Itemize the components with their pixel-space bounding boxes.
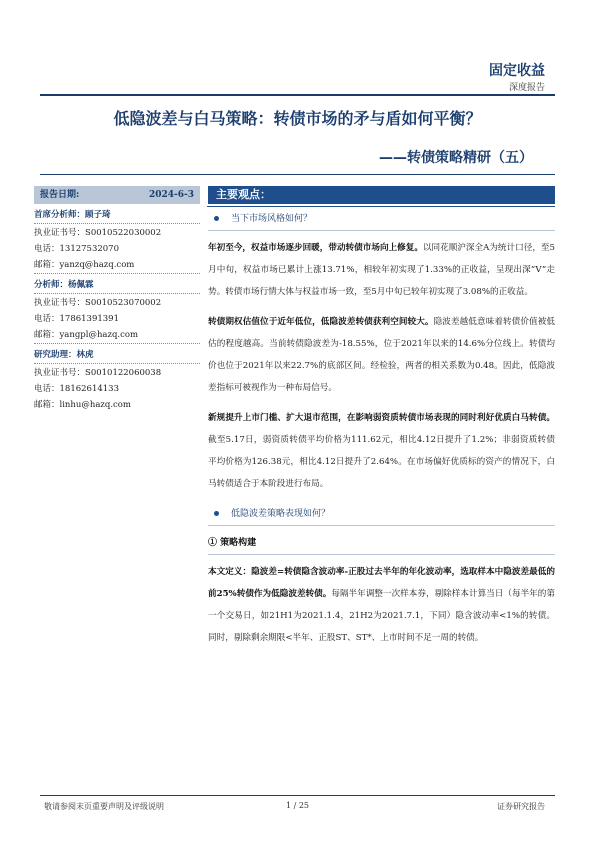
paragraph	[208, 311, 555, 399]
analyst-role: 首席分析师：顾子琦	[34, 210, 111, 220]
analyst-role: 分析师：杨佩霖	[34, 280, 94, 290]
analyst-divider	[34, 273, 200, 274]
paragraph-body: 以同花顺沪深全A为统计口径，至5月中旬，权益市场已累计上涨13.71%，相较年初实现了1.33%的正收益，呈现出深”V”走势。转债市场行情大体与权益市场一致，至5月中旬已较年初实现了3.08%的正收益。	[208, 243, 555, 297]
analyst-block	[34, 278, 200, 343]
question-divider	[208, 230, 555, 231]
paragraph-lead: 年初至今，权益市场逐步回暖，带动转债市场向上修复。	[208, 243, 423, 253]
paragraph	[208, 561, 555, 649]
report-date-label: 报告日期:	[40, 190, 80, 200]
subsection-divider	[208, 554, 555, 555]
paragraph-lead: 本文定义：隐波差=转债隐含波动率-正股过去半年的年化波动率，选取样本中隐波差最低的前25%转债作为低隐波差转债。	[208, 567, 555, 599]
analyst-block	[34, 208, 200, 273]
analyst-sidebar	[34, 186, 200, 413]
footer-report-label: 证券研究报告	[497, 802, 545, 811]
analyst-license: 执业证书号：S0010122060038	[34, 368, 162, 378]
paragraph-body: 隐波差越低意味着转债价值被低估的程度越高。当前转债隐波差为-18.55%，位于2021年以来的14.6%分位线上。转债均价也位于2021年以来22.7%的底部区间。经检验，两者的相关系数为0.48。因此，低隐波差指标可被视作为一种布局信号。	[208, 317, 555, 393]
bullet-dot-icon	[214, 216, 219, 221]
report-type: 深度报告	[508, 83, 545, 93]
paragraph	[208, 407, 555, 495]
role-divider	[34, 363, 200, 364]
paragraph-body: 截至5.17日，弱资质转债平均价格为111.62元，相比4.12日提升了1.2%；非弱资质转债平均价格为126.38元，相比4.12日提升了2.64%。在市场偏好优质标的资产的情况下，白马转债适合于本阶段进行布局。	[208, 435, 555, 489]
title-divider	[40, 174, 555, 175]
page-subtitle: ——转债策略精研（五）	[379, 150, 533, 166]
section-title-bar	[208, 186, 555, 204]
analyst-phone: 电话：18162614133	[34, 384, 119, 394]
paragraph	[208, 237, 555, 303]
question-heading	[208, 208, 555, 230]
analyst-phone: 电话：17861391391	[34, 314, 119, 324]
report-date-bar	[34, 186, 200, 204]
analyst-email[interactable]: 邮箱：linhu@hazq.com	[34, 400, 131, 410]
question-text: 低隐波差策略表现如何？	[231, 509, 331, 519]
analyst-block	[34, 348, 200, 413]
report-category: 固定收益	[489, 63, 545, 79]
role-divider	[34, 293, 200, 294]
main-content	[208, 186, 555, 657]
analyst-email[interactable]: 邮箱：yangpl@hazq.com	[34, 330, 139, 340]
paragraph-body: 每隔半年调整一次样本券，剔除样本计算当日（每半年的第一个交易日，如21H1为2021.1.4，21H2为2021.7.1，下同）隐含波动率<1%的转债。同时，剔除剩余期限<半年、正股ST、ST*、上市时间不足一周的转债。	[208, 589, 555, 643]
analyst-phone: 电话：13127532070	[34, 244, 119, 254]
role-divider	[34, 223, 200, 224]
footer-disclaimer: 敬请参阅末页重要声明及评级说明	[44, 802, 164, 811]
question-divider	[208, 525, 555, 526]
page-number: 1 / 25	[285, 801, 310, 810]
analyst-license: 执业证书号：S0010523070002	[34, 298, 162, 308]
paragraph-lead: 转债期权估值位于近年低位，低隐波差转债获利空间较大。	[208, 317, 434, 327]
question-heading	[208, 503, 555, 525]
analyst-role: 研究助理：林虎	[34, 350, 94, 360]
section-title: 主要观点：	[216, 188, 271, 201]
analyst-email[interactable]: 邮箱：yanzq@hazq.com	[34, 260, 135, 270]
paragraph-lead: 新规提升上市门槛、扩大退市范围，在影响弱资质转债市场表现的同时利好优质白马转债。	[208, 413, 555, 423]
footer-divider	[40, 795, 555, 796]
analyst-divider	[34, 343, 200, 344]
subsection-heading: ① 策略构建	[208, 538, 257, 548]
header-divider	[40, 94, 555, 96]
page-title: 低隐波差与白马策略：转债市场的矛与盾如何平衡？	[113, 109, 482, 128]
analyst-license: 执业证书号：S0010522030002	[34, 228, 162, 238]
bullet-dot-icon	[214, 511, 219, 516]
report-date-value: 2024-6-3	[148, 190, 194, 200]
question-text: 当下市场风格如何？	[231, 214, 313, 224]
